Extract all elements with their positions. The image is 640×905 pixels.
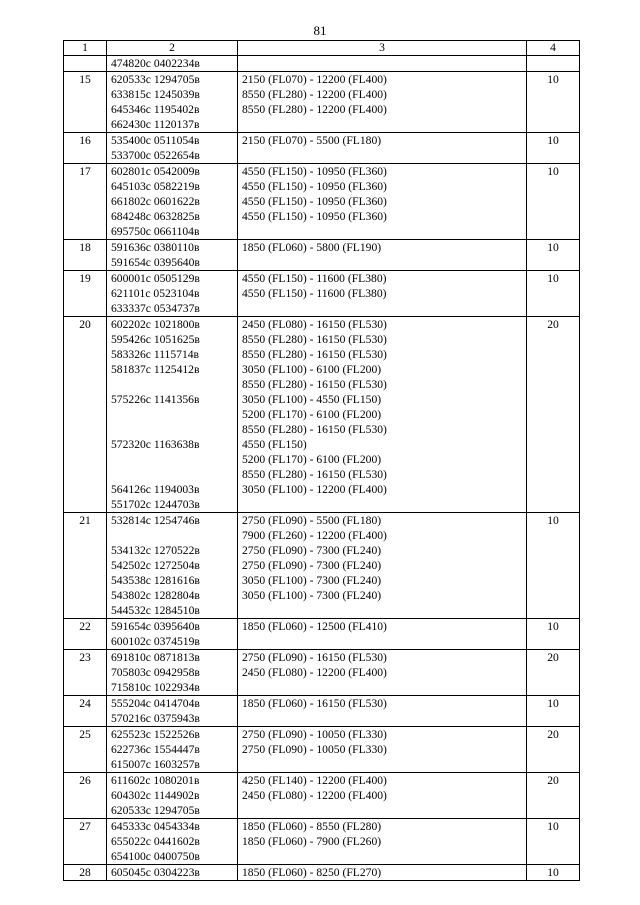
altitude-line: 8550 (FL280) - 16150 (FL530)	[242, 468, 387, 481]
coordinate-line	[111, 452, 233, 467]
coordinate-line: 544532с 1284510в	[111, 604, 200, 617]
coordinates-cell	[107, 240, 238, 271]
coordinate-line: 532814с 1254746в	[111, 514, 200, 527]
altitude-line: 1850 (FL060) - 8250 (FL270)	[242, 866, 382, 879]
coordinate-line: 575226с 1141356в	[111, 393, 200, 406]
coordinates-cell	[107, 317, 238, 513]
altitude-cell	[238, 773, 527, 819]
coordinate-line: 591636с 0380110в	[111, 241, 200, 254]
altitude-line: 4550 (FL150)	[242, 438, 307, 451]
coordinates-cell	[107, 271, 238, 317]
altitude-line: 2750 (FL090) - 16150 (FL530)	[242, 651, 387, 664]
table-row	[64, 650, 580, 696]
coordinate-line	[111, 422, 233, 437]
header-row	[64, 41, 580, 56]
page-number: 81	[313, 23, 327, 38]
col4-value: 20	[527, 650, 580, 696]
altitude-line: 2150 (FL070) - 5500 (FL180)	[242, 134, 382, 147]
altitude-line	[242, 803, 522, 818]
col4-value: 20	[527, 317, 580, 513]
row-number	[64, 56, 107, 72]
coordinate-line: 543538с 1281616в	[111, 574, 200, 587]
coordinate-line: 533700с 0522654в	[111, 149, 200, 162]
coordinate-line: 654100с 0400750в	[111, 850, 200, 863]
altitude-line: 1850 (FL060) - 7900 (FL260)	[242, 835, 382, 848]
altitude-cell	[238, 72, 527, 133]
table-row	[64, 240, 580, 271]
coordinate-line: 555204с 0414704в	[111, 697, 200, 710]
altitude-line: 2450 (FL080) - 16150 (FL530)	[242, 318, 387, 331]
coordinate-line: 645103с 0582219в	[111, 180, 200, 193]
altitude-line: 3050 (FL100) - 12200 (FL400)	[242, 483, 387, 496]
coordinate-line: 595426с 1051625в	[111, 333, 200, 346]
altitude-cell	[238, 56, 527, 72]
coordinate-line: 543802с 1282804в	[111, 589, 200, 602]
altitude-line: 2750 (FL090) - 7300 (FL240)	[242, 559, 382, 572]
coordinate-line: 534132с 1270522в	[111, 544, 200, 557]
altitude-cell	[238, 164, 527, 240]
altitude-line: 8550 (FL280) - 16150 (FL530)	[242, 348, 387, 361]
altitude-cell	[238, 619, 527, 650]
altitude-line: 7900 (FL260) - 12200 (FL400)	[242, 529, 387, 542]
coordinates-cell	[107, 696, 238, 727]
coordinate-line: 684248с 0632825в	[111, 210, 200, 223]
altitude-line: 3050 (FL100) - 4550 (FL150)	[242, 393, 382, 406]
coordinates-cell	[107, 650, 238, 696]
table-row	[64, 133, 580, 164]
coordinate-line: 572320с 1163638в	[111, 438, 200, 451]
altitude-cell	[238, 696, 527, 727]
table-row	[64, 317, 580, 513]
coordinate-line: 581837с 1125412в	[111, 363, 200, 376]
coordinate-line: 633337с 0534737в	[111, 302, 200, 315]
coordinate-line: 611602с 1080201в	[111, 774, 200, 787]
coordinate-line: 542502с 1272504в	[111, 559, 200, 572]
altitude-line	[242, 301, 522, 316]
col4-value: 10	[527, 271, 580, 317]
altitude-line: 2750 (FL090) - 10050 (FL330)	[242, 743, 387, 756]
altitude-cell	[238, 650, 527, 696]
table-row	[64, 819, 580, 865]
col4-value: 10	[527, 513, 580, 619]
coordinate-line: 600001с 0505129в	[111, 272, 200, 285]
table-row	[64, 773, 580, 819]
col4-value: 10	[527, 819, 580, 865]
coordinate-line: 535400с 0511054в	[111, 134, 200, 147]
coordinate-line: 715810с 1022934в	[111, 681, 200, 694]
row-number: 23	[64, 650, 107, 696]
altitude-line	[242, 148, 522, 163]
airspace-table	[63, 40, 580, 881]
altitude-line	[242, 603, 522, 618]
altitude-cell	[238, 513, 527, 619]
coordinates-cell	[107, 773, 238, 819]
row-number: 21	[64, 513, 107, 619]
row-number: 15	[64, 72, 107, 133]
altitude-line: 1850 (FL060) - 5800 (FL190)	[242, 241, 382, 254]
coordinate-line: 600102с 0374519в	[111, 635, 200, 648]
col4-value: 20	[527, 773, 580, 819]
coordinate-line: 620533с 1294705в	[111, 804, 200, 817]
coordinate-line: 602801с 0542009в	[111, 165, 200, 178]
coordinate-line: 583326с 1115714в	[111, 348, 200, 361]
header-col-2: 2	[107, 41, 238, 56]
header-col-4: 4	[527, 41, 580, 56]
coordinate-line: 604302с 1144902в	[111, 789, 200, 802]
table-header	[64, 41, 580, 56]
coordinates-cell	[107, 819, 238, 865]
table-row	[64, 696, 580, 727]
table-row	[64, 56, 580, 72]
coordinate-line: 625523с 1522526в	[111, 728, 200, 741]
altitude-line: 4550 (FL150) - 10950 (FL360)	[242, 210, 387, 223]
altitude-line: 1850 (FL060) - 8550 (FL280)	[242, 820, 382, 833]
altitude-cell	[238, 240, 527, 271]
table-body	[64, 56, 580, 881]
altitude-line: 8550 (FL280) - 16150 (FL530)	[242, 423, 387, 436]
altitude-line: 2450 (FL080) - 12200 (FL400)	[242, 789, 387, 802]
altitude-line: 4550 (FL150) - 10950 (FL360)	[242, 195, 387, 208]
altitude-line: 8550 (FL280) - 16150 (FL530)	[242, 333, 387, 346]
table-row	[64, 727, 580, 773]
coordinate-line: 570216с 0375943в	[111, 712, 200, 725]
row-number: 17	[64, 164, 107, 240]
coordinate-line: 621101с 0523104в	[111, 287, 200, 300]
altitude-line: 5200 (FL170) - 6100 (FL200)	[242, 408, 382, 421]
altitude-line: 3050 (FL100) - 7300 (FL240)	[242, 574, 382, 587]
coordinate-line	[111, 407, 233, 422]
col4-value: 10	[527, 865, 580, 881]
coordinate-line: 591654с 0395640в	[111, 620, 200, 633]
coordinate-line: 662430с 1120137в	[111, 118, 200, 131]
altitude-line: 4550 (FL150) - 10950 (FL360)	[242, 180, 387, 193]
altitude-line: 2750 (FL090) - 7300 (FL240)	[242, 544, 382, 557]
altitude-line: 4550 (FL150) - 10950 (FL360)	[242, 165, 387, 178]
table-row	[64, 619, 580, 650]
header-col-1: 1	[64, 41, 107, 56]
altitude-line	[242, 117, 522, 132]
altitude-line: 2450 (FL080) - 12200 (FL400)	[242, 666, 387, 679]
coordinate-line	[111, 528, 233, 543]
altitude-line: 1850 (FL060) - 16150 (FL530)	[242, 697, 387, 710]
col4-value: 10	[527, 164, 580, 240]
coordinate-line: 705803с 0942958в	[111, 666, 200, 679]
altitude-cell	[238, 133, 527, 164]
altitude-line	[242, 757, 522, 772]
coordinates-cell	[107, 133, 238, 164]
coordinate-line: 620533с 1294705в	[111, 73, 200, 86]
coordinate-line: 645333с 0454334в	[111, 820, 200, 833]
col4-value: 10	[527, 696, 580, 727]
row-number: 25	[64, 727, 107, 773]
altitude-line: 5200 (FL170) - 6100 (FL200)	[242, 453, 382, 466]
altitude-line	[242, 711, 522, 726]
coordinates-cell	[107, 72, 238, 133]
row-number: 26	[64, 773, 107, 819]
row-number: 24	[64, 696, 107, 727]
altitude-line: 2150 (FL070) - 12200 (FL400)	[242, 73, 387, 86]
table-row	[64, 164, 580, 240]
altitude-line	[242, 255, 522, 270]
coordinates-cell	[107, 727, 238, 773]
coordinate-line: 695750с 0661104в	[111, 225, 200, 238]
coordinate-line: 551702с 1244703в	[111, 498, 200, 511]
coordinates-cell	[107, 619, 238, 650]
altitude-line	[242, 56, 522, 71]
altitude-line	[242, 497, 522, 512]
altitude-line: 8550 (FL280) - 16150 (FL530)	[242, 378, 387, 391]
altitude-line: 2750 (FL090) - 10050 (FL330)	[242, 728, 387, 741]
row-number: 16	[64, 133, 107, 164]
row-number: 27	[64, 819, 107, 865]
coordinate-line: 564126с 1194003в	[111, 483, 200, 496]
altitude-cell	[238, 271, 527, 317]
altitude-line: 3050 (FL100) - 6100 (FL200)	[242, 363, 382, 376]
coordinate-line: 474820с 0402234в	[111, 57, 200, 70]
coordinate-line: 633815с 1245039в	[111, 88, 200, 101]
coordinates-cell	[107, 865, 238, 881]
coordinate-line: 622736с 1554447в	[111, 743, 200, 756]
coordinate-line: 605045с 0304223в	[111, 866, 200, 879]
row-number: 19	[64, 271, 107, 317]
altitude-line	[242, 849, 522, 864]
table-row	[64, 271, 580, 317]
header-col-3: 3	[238, 41, 527, 56]
altitude-line	[242, 680, 522, 695]
row-number: 22	[64, 619, 107, 650]
col4-value: 10	[527, 133, 580, 164]
altitude-line: 4250 (FL140) - 12200 (FL400)	[242, 774, 387, 787]
row-number: 18	[64, 240, 107, 271]
coordinate-line: 691810с 0871813в	[111, 651, 200, 664]
altitude-cell	[238, 819, 527, 865]
altitude-cell	[238, 727, 527, 773]
col4-value: 10	[527, 619, 580, 650]
altitude-line: 8550 (FL280) - 12200 (FL400)	[242, 103, 387, 116]
row-number: 28	[64, 865, 107, 881]
row-number: 20	[64, 317, 107, 513]
coordinate-line: 655022с 0441602в	[111, 835, 200, 848]
altitude-line: 3050 (FL100) - 7300 (FL240)	[242, 589, 382, 602]
col4-value: 10	[527, 72, 580, 133]
coordinate-line: 602202с 1021800в	[111, 318, 200, 331]
coordinate-line: 591654с 0395640в	[111, 256, 200, 269]
table-row	[64, 513, 580, 619]
coordinate-line	[111, 467, 233, 482]
altitude-cell	[238, 865, 527, 881]
altitude-line: 4550 (FL150) - 11600 (FL380)	[242, 287, 387, 300]
col4-value: 20	[527, 727, 580, 773]
table-row	[64, 865, 580, 881]
col4-value	[527, 56, 580, 72]
coordinates-cell	[107, 56, 238, 72]
coordinates-cell	[107, 513, 238, 619]
coordinate-line: 615007с 1603257в	[111, 758, 200, 771]
altitude-line: 1850 (FL060) - 12500 (FL410)	[242, 620, 387, 633]
coordinate-line: 645346с 1195402в	[111, 103, 200, 116]
altitude-line: 8550 (FL280) - 12200 (FL400)	[242, 88, 387, 101]
col4-value: 10	[527, 240, 580, 271]
table-row	[64, 72, 580, 133]
altitude-line	[242, 634, 522, 649]
altitude-line: 2750 (FL090) - 5500 (FL180)	[242, 514, 382, 527]
altitude-line	[242, 224, 522, 239]
altitude-line: 4550 (FL150) - 11600 (FL380)	[242, 272, 387, 285]
altitude-cell	[238, 317, 527, 513]
coordinate-line	[111, 377, 233, 392]
coordinates-cell	[107, 164, 238, 240]
coordinate-line: 661802с 0601622в	[111, 195, 200, 208]
